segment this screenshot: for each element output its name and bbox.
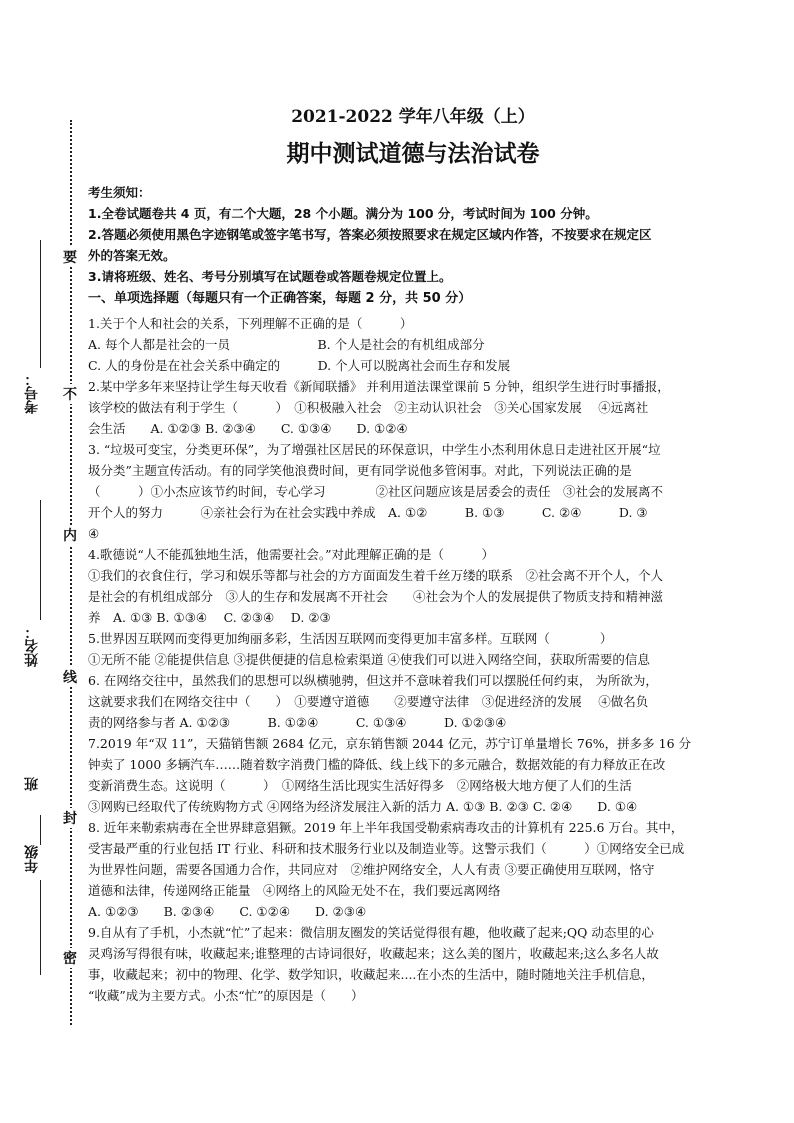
question-line: ④	[88, 526, 100, 541]
question-line: 圾分类”主题宣传活动。有的同学笑他浪费时间，更有同学说他多管闲事。对此，下列说法正确的是	[88, 463, 632, 478]
question-line: C. 人的身份是在社会关系中确定的 D. 个人可以脱离社会而生存和发展	[88, 358, 511, 373]
exam-subtitle: 期中测试道德与法治试卷	[286, 140, 540, 167]
exam-title: 2021-2022 学年八年级（上）	[291, 107, 535, 127]
exam-number-label: 考号：	[24, 372, 40, 414]
notice-item: 2.答题必须使用黑色字迹钢笔或签字笔书写，答案必须按照要求在规定区域内作答，不按要求在规定区	[88, 227, 652, 242]
question-line: 受害最严重的行业包括 IT 行业、科研和技术服务行业以及制造业等。这警示我们（ ）①网络安全已成	[88, 841, 685, 856]
question-line: 是社会的有机组成部分 ③人的生存和发展离不开社会 ④社会为个人的发展提供了物质支持和精神滋	[88, 589, 664, 604]
question-line: 3. “垃圾可变宝，分类更环保”，为了增强社区居民的环保意识，中学生小杰利用休息日走进社区开展“垃	[88, 442, 661, 457]
exam-number-blank	[40, 240, 41, 368]
question-line: 5.世界因互联网而变得更加绚丽多彩，生活因互联网而变得更加丰富多样。互联网（ ）	[88, 631, 613, 646]
question-3	[88, 439, 738, 544]
question-line: 养 A. ①③ B. ①③④ C. ②③④ D. ②③	[88, 610, 331, 625]
seal-char-feng: 封	[62, 808, 78, 828]
section-heading: 一、单项选择题（每题只有一个正确答案，每题 2 分，共 50 分）	[88, 291, 472, 306]
question-line: 该学校的做法有利于学生（ ） ①积极融入社会 ②主动认识社会 ③关心国家发展 ④远离社	[88, 400, 649, 415]
question-line: （ ）①小杰应该节约时间，专心学习 ②社区问题应该是居委会的责任 ③社会的发展离不	[88, 484, 664, 499]
question-8	[88, 817, 738, 922]
notice-item: 1.全卷试题卷共 4 页，有二个大题，28 个小题。满分为 100 分，考试时间为 100 分钟。	[88, 206, 598, 221]
grade-label: 年级	[24, 845, 40, 873]
question-line: 2.某中学多年来坚持让学生每天收看《新闻联播》 并利用道法课堂课前 5 分钟，组织学生进行时事播报，	[88, 379, 670, 394]
question-line: ①无所不能 ②能提供信息 ③提供便捷的信息检索渠道 ④使我们可以进入网络空间，获取所需要的信息	[88, 652, 650, 667]
question-line: 开个人的努力 ④亲社会行为在社会实践中养成 A. ①② B. ①③ C. ②④ D. ③	[88, 505, 648, 520]
question-9	[88, 922, 738, 1006]
seal-char-yao: 要	[62, 247, 78, 267]
question-line: 4.歌德说“人不能孤独地生活，他需要社会。”对此理解正确的是（ ）	[88, 547, 494, 562]
question-line: A. 每个人都是社会的一员 B. 个人是社会的有机组成部分	[88, 337, 485, 352]
question-line: ①我们的衣食住行，学习和娱乐等都与社会的方方面面发生着千丝万缕的联系 ②社会离不开个人，个人	[88, 568, 664, 583]
name-blank	[40, 500, 41, 620]
question-line: 钟卖了 1000 多辆汽车……随着数字消费门槛的降低、线上线下的多元融合，数据效能的有力释放正在改	[88, 757, 666, 772]
question-line: 1.关于个人和社会的关系，下列理解不正确的是（ ）	[88, 316, 413, 331]
question-line: 道德和法律，传递网络正能量 ④网络上的风险无处不在，我们要远离网络	[88, 883, 501, 898]
exam-content	[88, 100, 738, 1006]
notice-item: 外的答案无效。	[88, 248, 176, 263]
question-line: 会生活 A. ①②③ B. ②③④ C. ①③④ D. ①②④	[88, 421, 408, 436]
name-label: 姓名：	[24, 625, 40, 667]
question-line: 8. 近年来勒索病毒在全世界肆意猖獗。2019 年上半年我国受勒索病毒攻击的计算机有 225.6 万台。其中，	[88, 820, 684, 835]
seal-char-mi: 密	[62, 948, 78, 968]
question-1	[88, 313, 738, 376]
question-line: 责的网络参与者 A. ①②③ B. ①②④ C. ①③④ D. ①②③④	[88, 715, 507, 730]
candidate-notice	[88, 182, 738, 287]
question-line: “收藏”成为主要方式。小杰“忙”的原因是（ ）	[88, 988, 364, 1003]
question-4	[88, 544, 738, 628]
seal-char-nei: 内	[62, 525, 78, 545]
question-2	[88, 376, 738, 439]
question-line: 为世界性问题，需要各国通力合作，共同应对 ②维护网络安全，人人有责 ③要正确使用互联网，恪守	[88, 862, 655, 877]
question-line: ③网购已经取代了传统购物方式 ④网络为经济发展注入新的活力 A. ①③ B. ②③ C. ②④ D. ①④	[88, 799, 638, 814]
question-line: 9.自从有了手机，小杰就“忙”了起来：微信朋友圈发的笑话觉得很有趣，他收藏了起来;QQ 动态里的心	[88, 925, 654, 940]
question-line: 灵鸡汤写得很有味，收藏起来;谁整理的古诗词很好，收藏起来；这么美的图片，收藏起来;这么多名人故	[88, 946, 659, 961]
question-7	[88, 733, 738, 817]
question-line: 7.2019 年“双 11”，天猫销售额 2684 亿元，京东销售额 2044 亿元，苏宁订单量增长 76%，拼多多 16 分	[88, 736, 691, 751]
question-6	[88, 670, 738, 733]
question-line: A. ①②③ B. ②③④ C. ①②④ D. ②③④	[88, 904, 367, 919]
question-line: 6. 在网络交往中，虽然我们的思想可以纵横驰骋，但这并不意味着我们可以摆脱任何约束， 为所欲为，	[88, 673, 658, 688]
question-line: 变新消费生态。这说明（ ） ①网络生活比现实生活好得多 ②网络极大地方便了人们的生活	[88, 778, 632, 793]
class-blank	[40, 815, 41, 845]
question-line: 事，收藏起来；初中的物理、化学、数学知识，收藏起来....在小杰的生活中，随时随地关注手机信息，	[88, 967, 654, 982]
notice-item: 3.请将班级、姓名、考号分别填写在试题卷或答题卷规定位置上。	[88, 269, 452, 284]
notice-heading: 考生须知：	[88, 185, 151, 200]
seal-char-xian: 线	[62, 667, 78, 687]
seal-char-bu: 不	[62, 384, 78, 404]
question-line: 这就要求我们在网络交往中（ ） ①要遵守道德 ②要遵守法律 ③促进经济的发展 ④做名负	[88, 694, 649, 709]
class-label: 班	[24, 777, 40, 791]
grade-blank	[40, 880, 41, 975]
question-5	[88, 628, 738, 670]
